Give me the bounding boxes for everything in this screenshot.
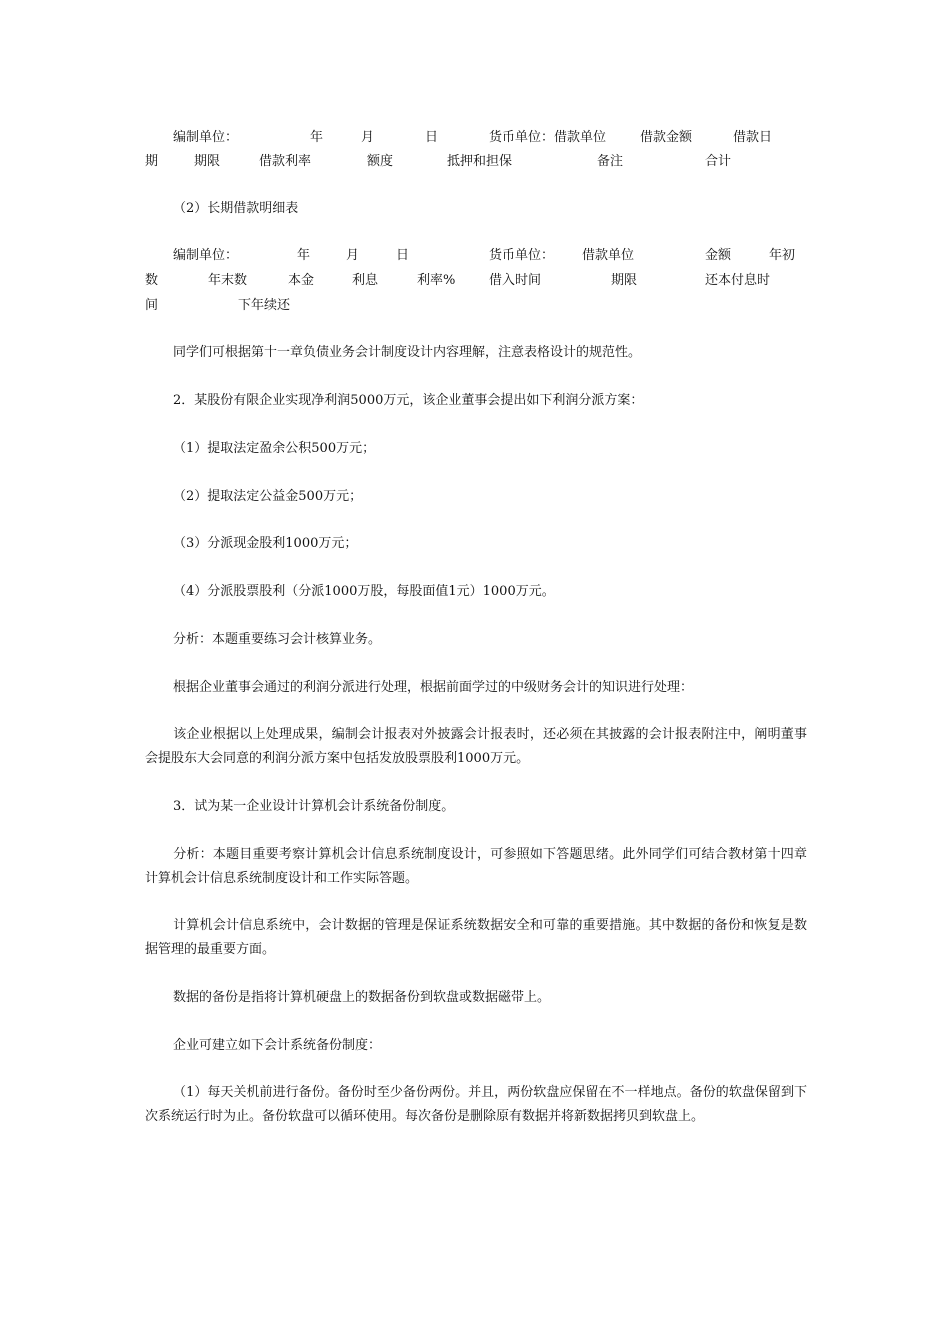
table2-cell: 期限 <box>611 273 638 288</box>
paragraph-text: 数据的备份是指将计算机硬盘上的数据备份到软盘或数据磁带上。 <box>173 990 551 1005</box>
table1-cell: 借款金额 <box>640 130 693 145</box>
table1-cell: 年 <box>310 130 324 145</box>
table2-cell: 编制单位： <box>173 248 239 263</box>
paragraph-text: 计算机会计信息系统中，会计数据的管理是保证系统数据安全和可靠的重要措施。其中数据的备份和恢复是数据管理的最重要方面。 <box>145 918 807 957</box>
table1-cell: 借款日 <box>733 130 773 145</box>
paragraph-text: 该企业根据以上处理成果，编制会计报表对外披露会计报表时，还必须在其披露的会计报表附注中，阐明董事会提股东大会同意的利润分派方案中包括发放股票股利1000万元。 <box>145 727 807 766</box>
paragraph-text: 3．试为某一企业设计计算机会计系统备份制度。 <box>173 799 455 814</box>
table2-cell: 利率% <box>417 273 456 288</box>
table2-cell: 还本付息时 <box>705 273 771 288</box>
paragraph-text: 同学们可根据第十一章负债业务会计制度设计内容理解，注意表格设计的规范性。 <box>173 345 642 360</box>
table1-cell: 备注 <box>597 154 624 169</box>
list-item <box>145 1081 807 1129</box>
question-3 <box>145 795 807 819</box>
table1-cell: 额度 <box>367 154 394 169</box>
table1-cell: 货币单位：借款单位 <box>489 130 607 145</box>
analysis <box>145 843 807 891</box>
table2-cell: 利息 <box>352 273 379 288</box>
table1-cell: 月 <box>361 130 375 145</box>
list-item <box>145 437 807 461</box>
table1-cell: 期 <box>145 154 159 169</box>
list-item <box>145 485 807 509</box>
paragraph <box>145 676 807 700</box>
paragraph <box>145 914 807 962</box>
paragraph-text: （3）分派现金股利1000万元； <box>173 536 358 551</box>
paragraph-text: 分析：本题重要练习会计核算业务。 <box>173 632 382 647</box>
paragraph <box>145 986 807 1010</box>
table2-cell: 借款单位 <box>582 248 635 263</box>
table2-cell: 货币单位： <box>489 248 555 263</box>
paragraph-text: 根据企业董事会通过的利润分派进行处理，根据前面学过的中级财务会计的知识进行处理： <box>173 680 694 695</box>
paragraph-text: （4）分派股票股利（分派1000万股，每股面值1元）1000万元。 <box>173 584 555 599</box>
paragraph <box>145 341 807 365</box>
table1-cell: 合计 <box>705 154 732 169</box>
paragraph-text: （1）提取法定盈余公积500万元； <box>173 441 376 456</box>
table2-cell: 日 <box>396 248 410 263</box>
list-item <box>145 580 807 604</box>
paragraph-text: 企业可建立如下会计系统备份制度： <box>173 1038 382 1053</box>
paragraph-text: （2）提取法定公益金500万元； <box>173 489 363 504</box>
table2-cell: 年末数 <box>208 273 248 288</box>
table2-cell: 借入时间 <box>489 273 542 288</box>
analysis <box>145 628 807 652</box>
table1-cell: 期限 <box>194 154 221 169</box>
table1-cell: 抵押和担保 <box>447 154 513 169</box>
paragraph-text: （1）每天关机前进行备份。备份时至少备份两份。并且，两份软盘应保留在不一样地点。备份的软盘保留到下次系统运行时为止。备份软盘可以循环使用。每次备份是删除原有数据并将新数据拷贝到软盘上。 <box>145 1085 807 1124</box>
paragraph-text: 分析：本题目重要考察计算机会计信息系统制度设计，可参照如下答题思绪。此外同学们可结合教材第十四章计算机会计信息系统制度设计和工作实际答题。 <box>145 847 807 886</box>
table2-cell: 本金 <box>288 273 315 288</box>
paragraph <box>145 1034 807 1058</box>
table2-cell: 下年续还 <box>238 298 291 313</box>
paragraph <box>145 723 807 771</box>
table2-cell: 间 <box>145 298 159 313</box>
table1-cell: 日 <box>425 130 439 145</box>
table1-cell: 编制单位： <box>173 130 239 145</box>
table2-cell: 年初 <box>769 248 796 263</box>
table2-cell: 数 <box>145 273 159 288</box>
table2-title: （2）长期借款明细表 <box>173 201 299 216</box>
table1-cell: 借款利率 <box>259 154 312 169</box>
question-2 <box>145 389 807 413</box>
table2-cell: 金额 <box>705 248 732 263</box>
table2-cell: 月 <box>346 248 360 263</box>
table2-cell: 年 <box>297 248 311 263</box>
list-item <box>145 532 807 556</box>
paragraph-text: 2．某股份有限企业实现净利润5000万元，该企业董事会提出如下利润分派方案： <box>173 393 644 408</box>
